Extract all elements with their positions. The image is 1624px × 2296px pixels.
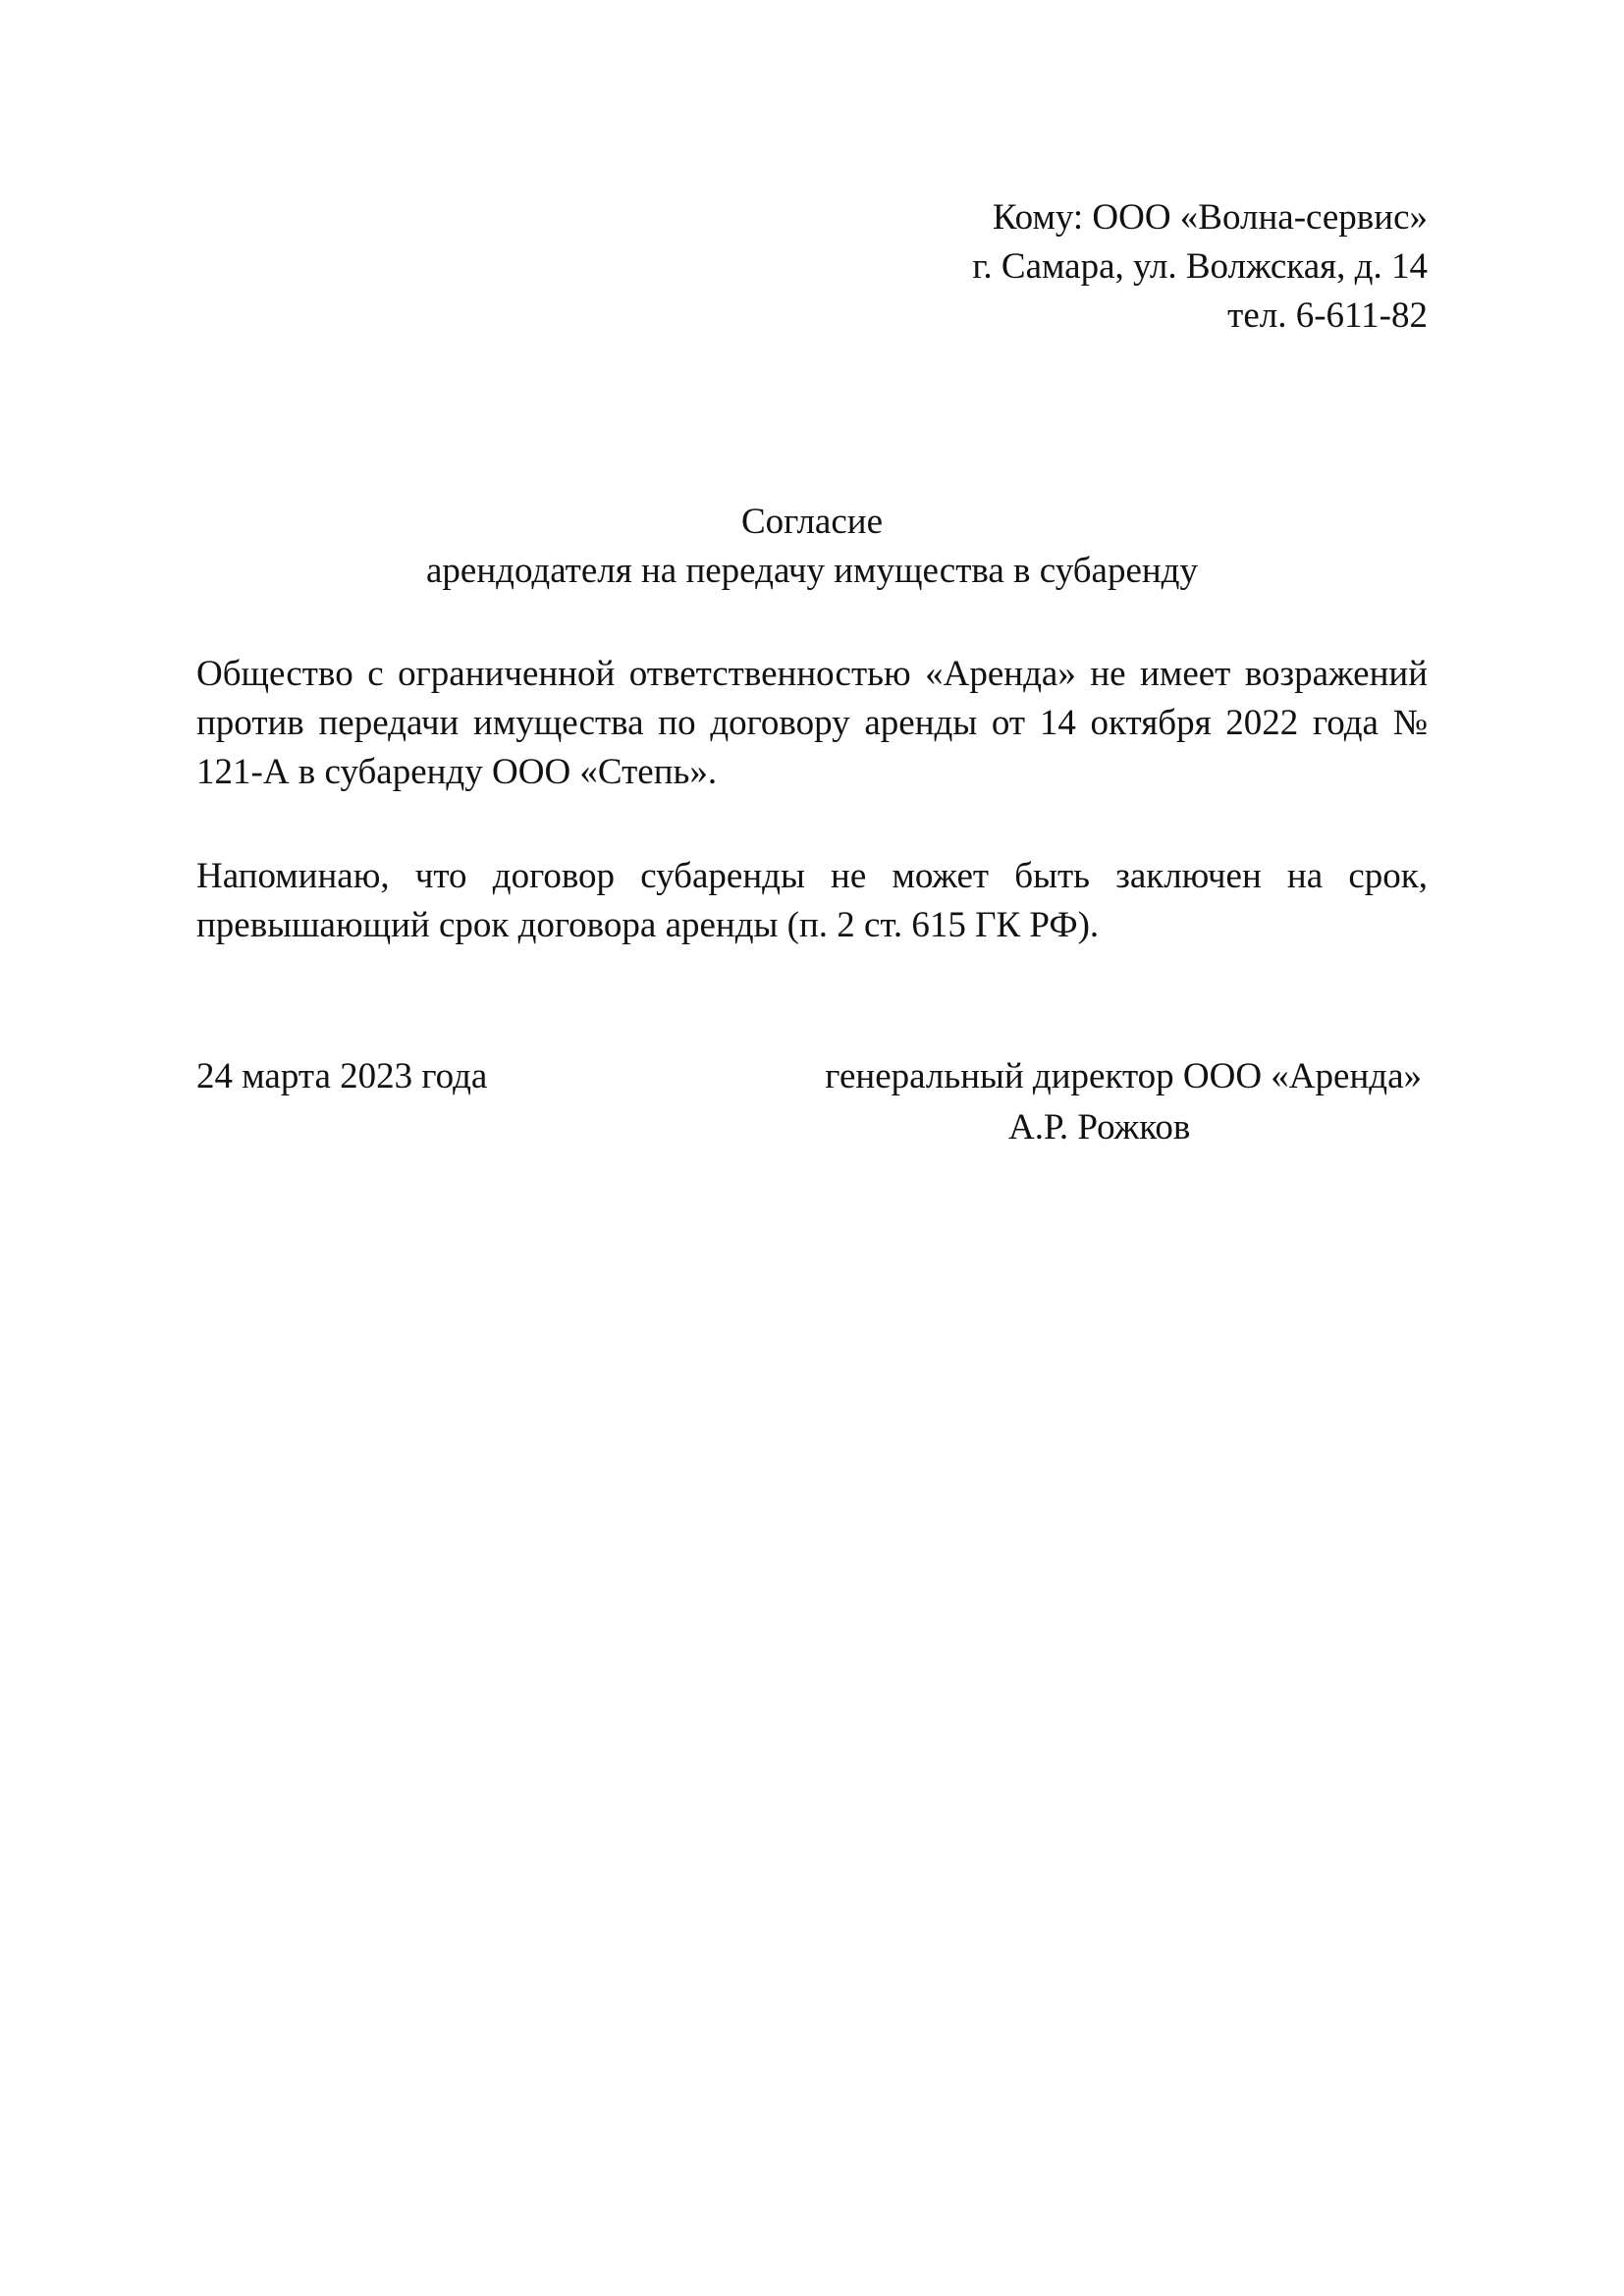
document-date: 24 марта 2023 года (196, 1056, 488, 1096)
addressee-phone: тел. 6-611-82 (1227, 295, 1428, 336)
title-subtitle: арендодателя на передачу имущества в субаренду (425, 551, 1199, 591)
signer-position: генеральный директор ООО «Аренда» (825, 1056, 1422, 1096)
document-title (196, 498, 1428, 596)
addressee-block (642, 193, 1428, 341)
addressee-address: г. Самара, ул. Волжская, д. 14 (972, 246, 1428, 287)
signer-name: А.Р. Рожков (1008, 1107, 1191, 1148)
body-paragraph-consent: Общество с ограниченной ответственностью «Аренда» не имеет возражений против передачи имущества по договору аренды от 14 октября 2022 года № 121-А в субаренду ООО «Степь». (196, 654, 1428, 792)
addressee-recipient: Кому: ООО «Волна-сервис» (992, 197, 1428, 238)
body-paragraph-reminder: Напоминаю, что договор субаренды не может быть заключен на срок, превышающий срок договора аренды (п. 2 ст. 615 ГК РФ). (196, 856, 1428, 945)
title-main: Согласие (740, 502, 883, 542)
